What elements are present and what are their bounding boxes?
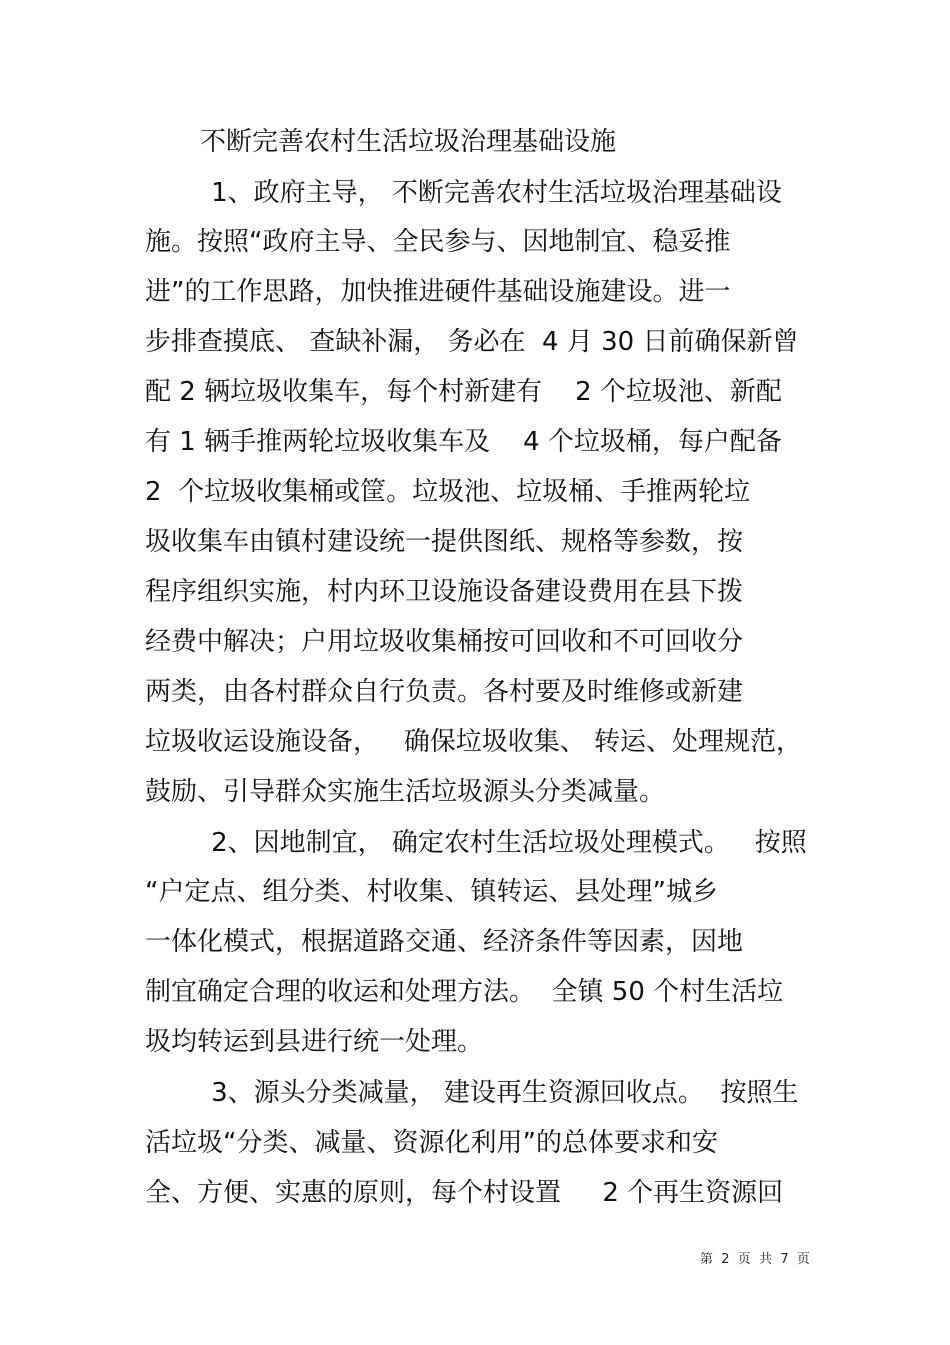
text-line: 一体化模式，根据道路交通、经济条件等因素，因地 bbox=[145, 927, 744, 957]
page-number-footer: 第 2 页 共 7 页 bbox=[700, 1252, 810, 1267]
text-line: 全、方便、实惠的原则，每个村设置 2 个再生资源回 bbox=[145, 1178, 784, 1208]
text-line: 垃圾收运设施设备， 确保垃圾收集、 转运、处理规范， bbox=[145, 727, 803, 757]
text-line: 两类，由各村群众自行负责。各村要及时维修或新建 bbox=[145, 677, 744, 707]
text-line: 程序组织实施，村内环卫设施设备建设费用在县下拨 bbox=[145, 577, 744, 607]
text-line: 进”的工作思路，加快推进硬件基础设施建设。进一 bbox=[145, 277, 731, 307]
text-line: 施。按照“政府主导、全民参与、因地制宜、稳妥推 bbox=[145, 227, 731, 257]
text-line: 圾收集车由镇村建设统一提供图纸、规格等参数，按 bbox=[145, 527, 744, 557]
text-line: 2、因地制宜， 确定农村生活垃圾处理模式。 按照 bbox=[145, 828, 807, 858]
text-line: 制宜确定合理的收运和处理方法。 全镇 50 个村生活垃 bbox=[145, 977, 784, 1007]
text-line: 经费中解决；户用垃圾收集桶按可回收和不可回收分 bbox=[145, 627, 744, 657]
text-line: 有 1 辆手推两轮垃圾收集车及 4 个垃圾桶，每户配备 bbox=[145, 427, 782, 457]
text-line: “户定点、组分类、村收集、镇转运、县处理”城乡 bbox=[145, 877, 718, 907]
text-line: 活垃圾“分类、减量、资源化利用”的总体要求和安 bbox=[145, 1128, 718, 1158]
text-line: 2 个垃圾收集桶或筐。垃圾池、垃圾桶、手推两轮垃 bbox=[145, 477, 751, 507]
text-line: 步排查摸底、 查缺补漏， 务必在 4 月 30 日前确保新曾 bbox=[145, 327, 799, 357]
text-line: 3、源头分类减量， 建设再生资源回收点。 按照生 bbox=[145, 1078, 799, 1108]
text-line: 鼓励、引导群众实施生活垃圾源头分类减量。 bbox=[145, 777, 666, 807]
text-line: 圾均转运到县进行统一处理。 bbox=[145, 1027, 484, 1057]
text-line: 配 2 辆垃圾收集车，每个村新建有 2 个垃圾池、新配 bbox=[145, 377, 782, 407]
section-heading: 不断完善农村生活垃圾治理基础设施 bbox=[200, 127, 617, 157]
text-line: 1、政府主导， 不断完善农村生活垃圾治理基础设 bbox=[145, 178, 782, 208]
